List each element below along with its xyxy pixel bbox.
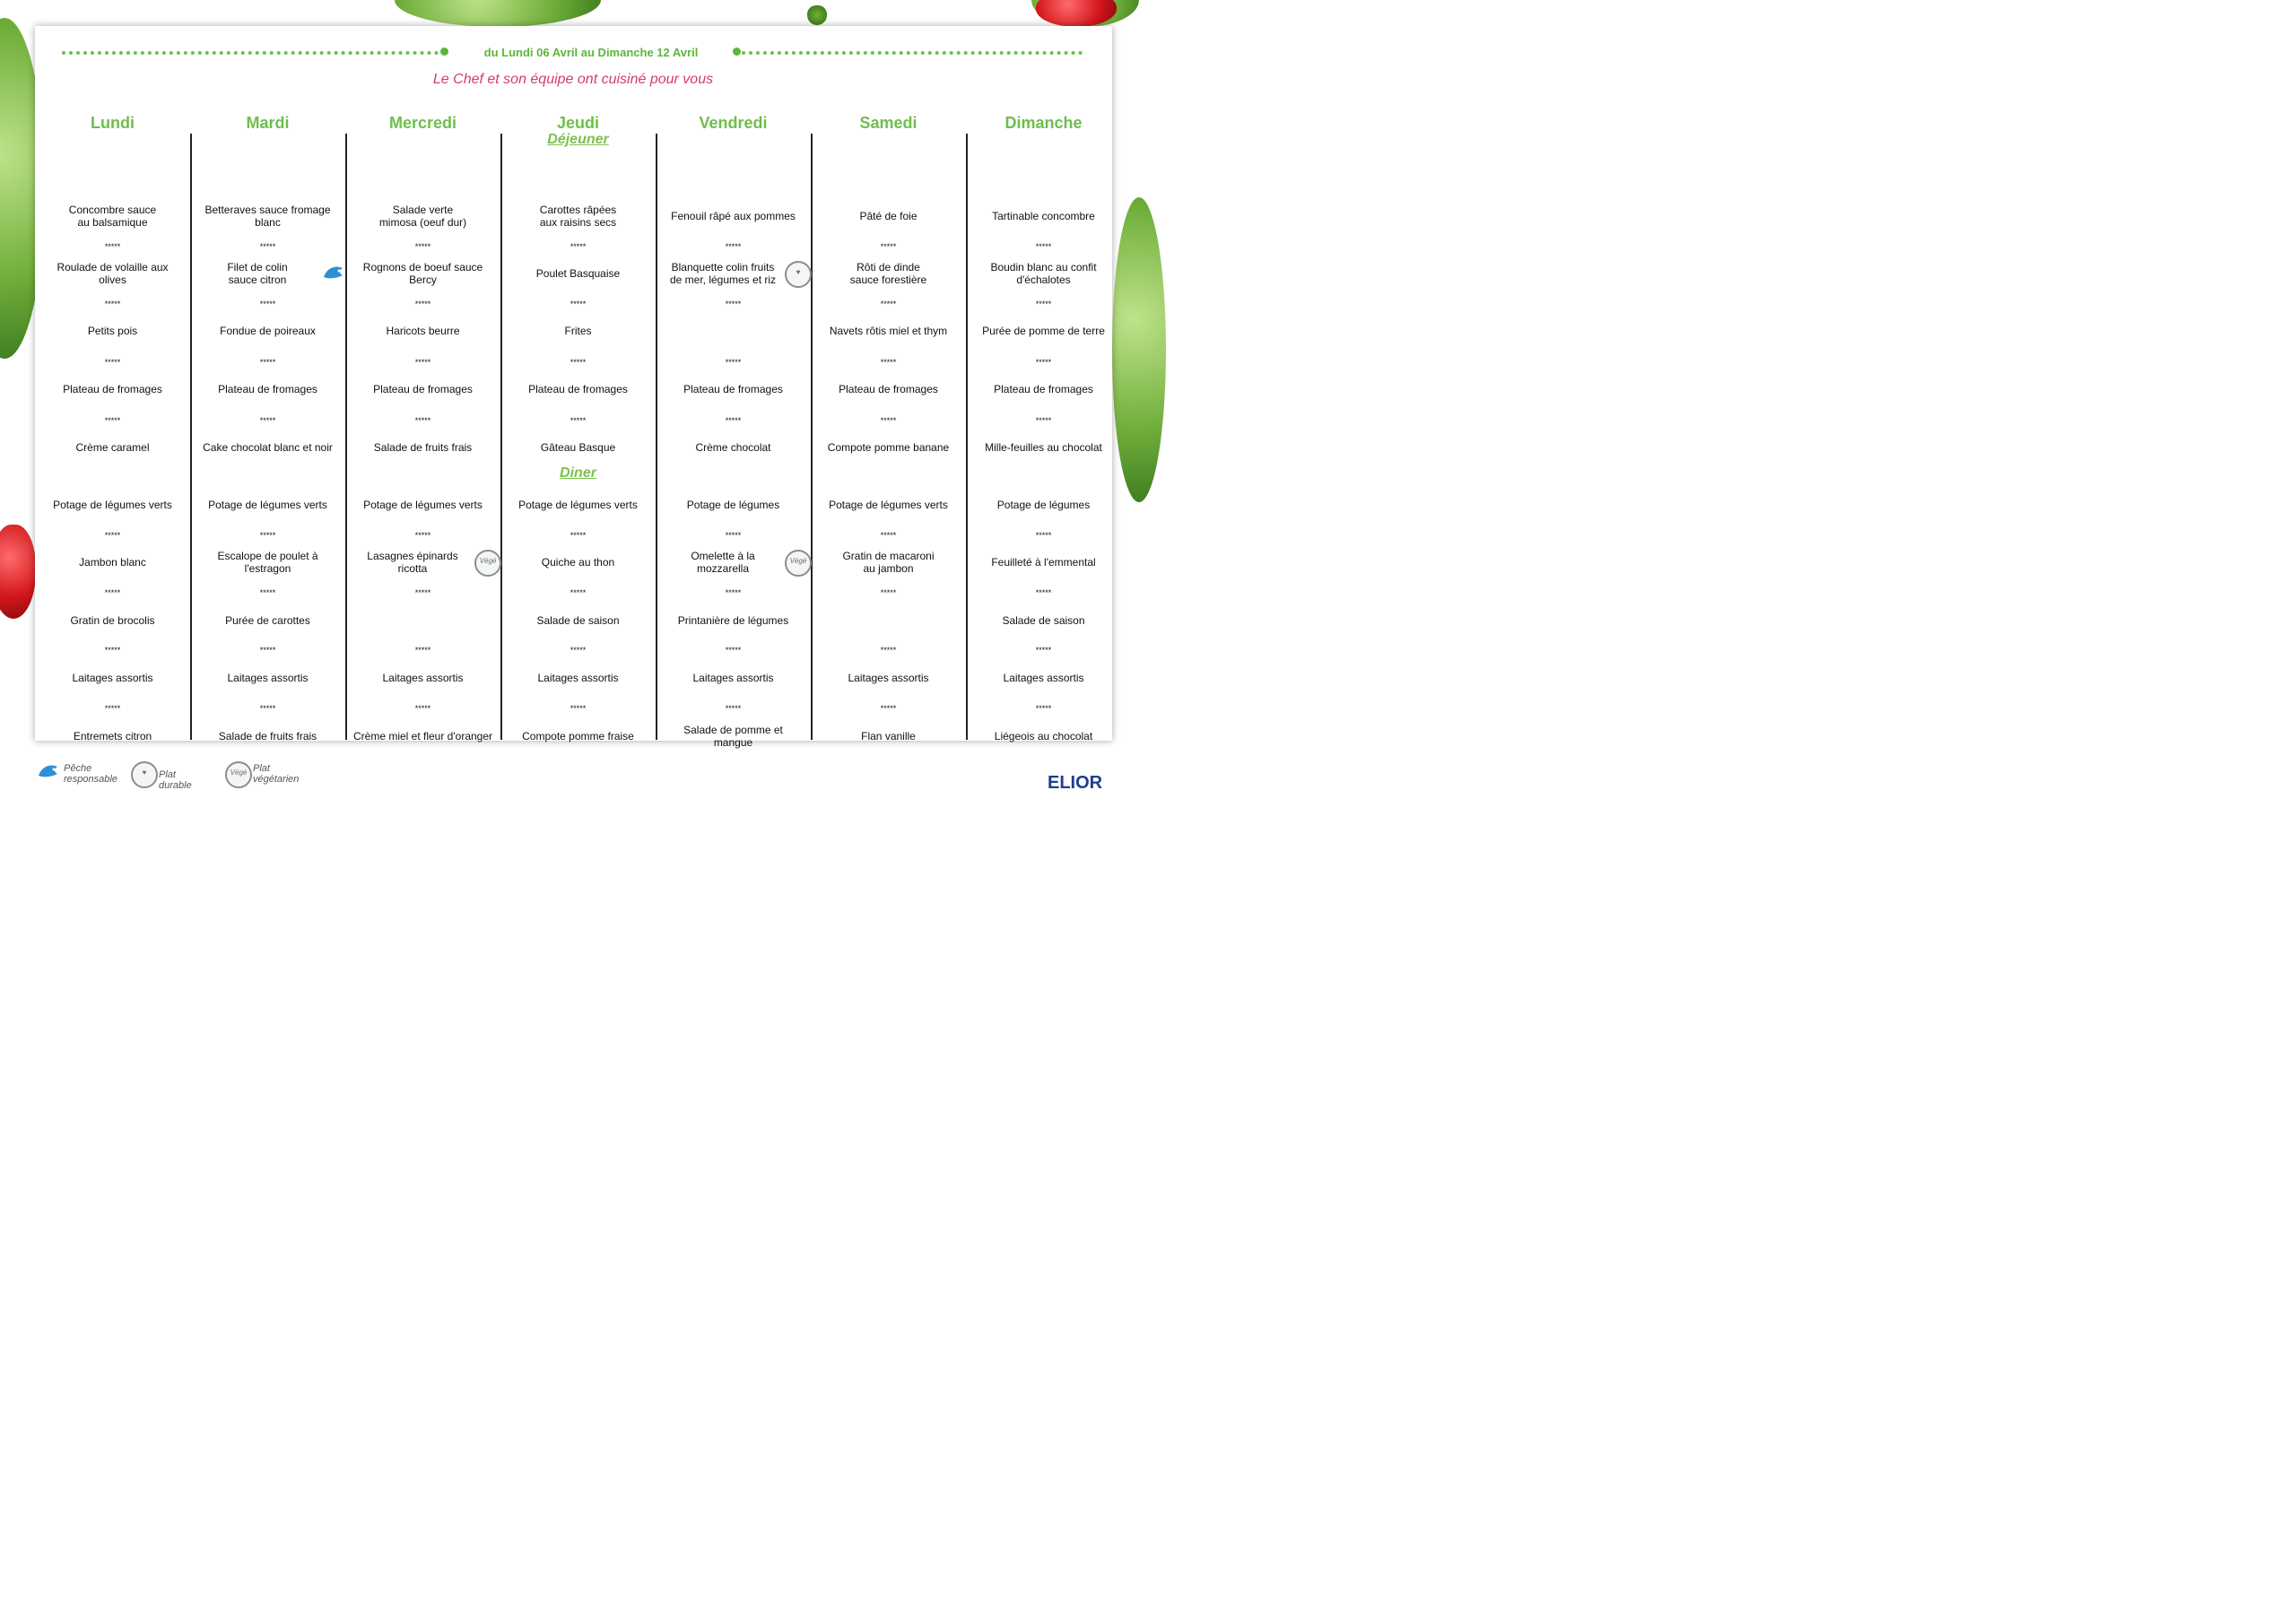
course-separator: ***** [1035,646,1052,655]
course-separator: ***** [414,242,431,251]
menu-item: Concombre sauce au balsamique [68,204,157,229]
day-name: Jeudi [556,114,599,132]
fish-icon [36,760,61,783]
course-separator: ***** [570,646,587,655]
course-separator: ***** [725,242,742,251]
menu-item: Lasagnes épinards ricotta [367,550,458,575]
course-separator: ***** [570,704,587,713]
menu-item: Compote pomme fraise [522,730,634,743]
meal-label-dinner: Diner [560,465,596,481]
menu-item: Carottes râpées aux raisins secs [539,204,617,229]
menu-item: Roulade de volaille aux olives [57,261,169,286]
menu-item: Rôti de dinde sauce forestière [849,261,927,286]
course-separator: ***** [259,416,276,425]
menu-item: Laitages assortis [1003,672,1084,684]
menu-item: Feuilleté à l'emmental [991,556,1096,569]
course-separator: ***** [1035,588,1052,597]
menu-item: Salade de pomme et mangue [683,724,783,749]
menu-item: Crème caramel [75,441,150,454]
course-separator: ***** [725,531,742,540]
menu-item: Plateau de fromages [63,383,162,395]
menu-item: Betteraves sauce fromage blanc [204,204,331,229]
day-name: Mardi [246,114,290,132]
course-separator: ***** [1035,300,1052,308]
menu-item: Gratin de macaroni au jambon [842,550,935,575]
menu-item: Fenouil râpé aux pommes [671,210,796,222]
menu-item: Salade de fruits frais [218,730,317,743]
menu-item: Potage de légumes verts [518,499,638,511]
course-separator: ***** [414,704,431,713]
day-name: Lundi [91,114,135,132]
menu-item: Laitages assortis [848,672,929,684]
course-separator: ***** [1035,531,1052,540]
course-separator: ***** [414,300,431,308]
course-separator: ***** [104,588,121,597]
menu-item: Plateau de fromages [373,383,473,395]
day-column [345,114,502,743]
menu-item: Salade verte mimosa (oeuf dur) [378,204,467,229]
day-column [35,114,192,743]
course-separator: ***** [104,242,121,251]
legend-vege-label: Plat végétarien [253,763,300,785]
menu-item: Plateau de fromages [528,383,628,395]
plat-durable-icon: ♥ [785,261,812,288]
menu-item: Plateau de fromages [994,383,1093,395]
vege-icon: Végé [225,761,252,788]
menu-item: Frites [564,325,592,337]
day-name: Mercredi [388,114,457,132]
course-separator: ***** [414,588,431,597]
dotted-rule-right [742,51,1083,60]
vege-icon: Végé [474,550,501,577]
date-range: du Lundi 06 Avril au Dimanche 12 Avril [483,46,699,59]
menu-item: Plateau de fromages [218,383,317,395]
course-separator: ***** [259,300,276,308]
menu-item: Omelette à la mozzarella [691,550,755,575]
course-separator: ***** [1035,358,1052,367]
course-separator: ***** [880,242,897,251]
course-separator: ***** [880,358,897,367]
course-separator: ***** [259,242,276,251]
menu-item: Potage de légumes [996,499,1091,511]
course-separator: ***** [570,242,587,251]
course-separator: ***** [1035,242,1052,251]
menu-item: Mille-feuilles au chocolat [985,441,1102,454]
course-separator: ***** [880,588,897,597]
vege-icon: Végé [785,550,812,577]
menu-item: Laitages assortis [72,672,153,684]
day-column [966,114,1121,743]
course-separator: ***** [725,704,742,713]
menu-item: Jambon blanc [79,556,146,569]
menu-sheet [35,26,1112,749]
menu-item: Potage de légumes [686,499,780,511]
menu-item: Petits pois [87,325,138,337]
course-separator: ***** [259,704,276,713]
menu-item: Salade de saison [536,614,620,627]
course-separator: ***** [570,588,587,597]
legend-durable-label: Plat durable [159,769,192,791]
menu-item: Salade de saison [1002,614,1085,627]
menu-item: Filet de colin sauce citron [227,261,288,286]
day-name: Dimanche [1004,114,1083,132]
menu-item: Cake chocolat blanc et noir [203,441,333,454]
course-separator: ***** [414,531,431,540]
menu-item: Purée de carottes [225,614,310,627]
elior-logo: ELIOR [1048,773,1103,793]
course-separator: ***** [104,531,121,540]
menu-item: Laitages assortis [227,672,309,684]
course-separator: ***** [725,588,742,597]
course-separator: ***** [725,300,742,308]
course-separator: ***** [414,416,431,425]
course-separator: ***** [880,416,897,425]
plat-durable-icon: ♥ [131,761,158,788]
menu-item: Quiche au thon [541,556,615,569]
legend-peche-label: Pêche responsable [64,763,117,785]
menu-item: Navets rôtis miel et thym [829,325,948,337]
course-separator: ***** [880,300,897,308]
course-separator: ***** [414,358,431,367]
day-name: Samedi [859,114,918,132]
course-separator: ***** [570,531,587,540]
menu-item: Escalope de poulet à l'estragon [217,550,318,575]
course-separator: ***** [104,646,121,655]
course-separator: ***** [414,646,431,655]
lettuce-decoration [395,0,601,27]
course-separator: ***** [104,300,121,308]
menu-item: Boudin blanc au confit d'échalotes [990,261,1097,286]
menu-item: Gâteau Basque [540,441,616,454]
day-column [500,114,657,743]
course-separator: ***** [259,646,276,655]
menu-item: Salade de fruits frais [373,441,473,454]
menu-item: Flan vanille [861,730,916,743]
menu-item: Poulet Basquaise [535,267,621,280]
menu-item: Potage de légumes verts [363,499,483,511]
menu-item: Entremets citron [73,730,152,743]
menu-item: Blanquette colin fruits de mer, légumes et riz [669,261,777,286]
menu-item: Plateau de fromages [839,383,938,395]
course-separator: ***** [259,358,276,367]
course-separator: ***** [259,531,276,540]
day-column [811,114,968,743]
course-separator: ***** [570,416,587,425]
course-separator: ***** [259,588,276,597]
day-column [656,114,813,749]
course-separator: ***** [880,531,897,540]
course-separator: ***** [570,300,587,308]
menu-item: Potage de légumes verts [53,499,172,511]
course-separator: ***** [104,416,121,425]
course-separator: ***** [1035,416,1052,425]
meal-label-lunch: Déjeuner [547,132,609,147]
course-separator: ***** [725,358,742,367]
course-separator: ***** [725,416,742,425]
page-subtitle: Le Chef et son équipe ont cuisiné pour vous [432,72,714,87]
menu-item: Gratin de brocolis [70,614,155,627]
fish-icon [321,261,346,284]
strawberry-decoration [807,5,827,25]
course-separator: ***** [104,704,121,713]
menu-item: Crème miel et fleur d'oranger [352,730,493,743]
menu-item: Laitages assortis [537,672,619,684]
course-separator: ***** [880,704,897,713]
menu-item: Potage de légumes verts [208,499,327,511]
menu-item: Compote pomme banane [827,441,950,454]
menu-item: Tartinable concombre [992,210,1095,222]
dotted-rule-end [733,48,741,56]
day-name: Vendredi [699,114,768,132]
menu-item: Potage de légumes verts [829,499,948,511]
menu-item: Liégeois au chocolat [994,730,1093,743]
menu-item: Rognons de boeuf sauce Bercy [362,261,483,286]
course-separator: ***** [1035,704,1052,713]
menu-item: Laitages assortis [382,672,464,684]
menu-item: Printanière de légumes [677,614,789,627]
menu-item: Plateau de fromages [683,383,783,395]
dotted-rule-left [62,51,439,60]
menu-item: Pâté de foie [859,210,918,222]
menu-item: Crème chocolat [695,441,771,454]
course-separator: ***** [880,646,897,655]
course-separator: ***** [104,358,121,367]
menu-item: Haricots beurre [386,325,460,337]
day-column [190,114,347,743]
menu-item: Laitages assortis [692,672,774,684]
course-separator: ***** [570,358,587,367]
course-separator: ***** [725,646,742,655]
menu-item: Fondue de poireaux [220,325,316,337]
menu-item: Purée de pomme de terre [982,325,1105,337]
strawberry-decoration [0,525,36,619]
